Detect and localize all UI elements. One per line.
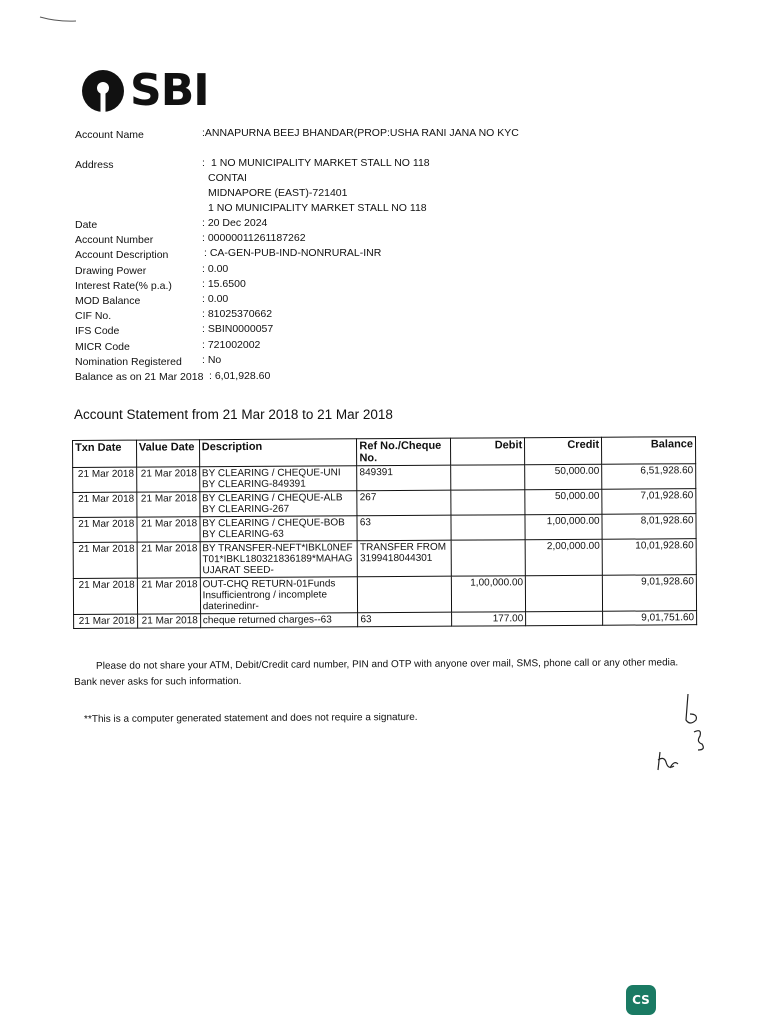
- drawing-power-value: : 0.00: [202, 263, 229, 275]
- table-row: [73, 514, 696, 543]
- ref-no: [358, 576, 452, 613]
- table-row: [73, 539, 696, 579]
- scanner-app-badge: CS: [626, 985, 656, 1015]
- address-colon: :: [202, 157, 205, 169]
- balance-as-on-label: Balance as on 21 Mar 2018: [75, 371, 204, 383]
- txn-date: 21 Mar 2018: [73, 467, 137, 492]
- statement-title: Account Statement from 21 Mar 2018 to 21 Mar 2018: [74, 407, 393, 422]
- ifs-code-value: : SBIN0000057: [202, 323, 274, 335]
- col-debit: Debit: [451, 438, 525, 465]
- ref-no: 267: [357, 490, 451, 516]
- debit: [451, 465, 525, 490]
- debit: 1,00,000.00: [452, 576, 526, 612]
- txn-date: 21 Mar 2018: [73, 578, 137, 614]
- col-txn-date: Txn Date: [73, 440, 137, 467]
- description: BY CLEARING / CHEQUE-ALB BY CLEARING-267: [200, 491, 358, 517]
- balance: 9,01,928.60: [602, 575, 696, 612]
- address-line-4: 1 NO MUNICIPALITY MARKET STALL NO 118: [208, 202, 427, 214]
- credit: [526, 611, 603, 625]
- value-date: 21 Mar 2018: [137, 614, 200, 628]
- credit: 50,000.00: [525, 464, 602, 489]
- debit: [451, 540, 525, 576]
- description: cheque returned charges--63: [200, 613, 358, 628]
- account-description-label: Account Description: [75, 249, 169, 261]
- interest-rate-label: Interest Rate(% p.a.): [75, 280, 172, 292]
- value-date: 21 Mar 2018: [137, 578, 200, 614]
- cif-label: CIF No.: [75, 310, 112, 322]
- table-row: [73, 464, 696, 493]
- value-date: 21 Mar 2018: [137, 517, 200, 542]
- account-number-label: Account Number: [75, 234, 154, 246]
- txn-date: 21 Mar 2018: [73, 542, 137, 578]
- ifs-code-label: IFS Code: [75, 325, 120, 337]
- table-row: [73, 575, 696, 615]
- description: BY CLEARING / CHEQUE-BOB BY CLEARING-63: [200, 516, 358, 542]
- balance: 6,51,928.60: [602, 464, 696, 490]
- col-description: Description: [199, 439, 357, 467]
- txn-date: 21 Mar 2018: [73, 517, 137, 542]
- debit: [451, 490, 525, 515]
- computer-generated-note: **This is a computer generated statement and does not require a signature.: [84, 711, 418, 725]
- account-description-value: : CA-GEN-PUB-IND-NONRURAL-INR: [204, 247, 382, 259]
- address-line-1: 1 NO MUNICIPALITY MARKET STALL NO 118: [211, 157, 430, 169]
- description: BY CLEARING / CHEQUE-UNI BY CLEARING-849391: [199, 466, 357, 492]
- address-line-2: CONTAI: [208, 172, 247, 184]
- ref-no: 63: [357, 515, 451, 541]
- ref-no: TRANSFER FROM 3199418044301: [357, 540, 451, 577]
- sbi-logo-icon: [80, 68, 126, 114]
- col-ref: Ref No./Cheque No.: [357, 438, 451, 466]
- ref-no: 849391: [357, 465, 451, 491]
- description: BY TRANSFER-NEFT*IBKL0NEFT01*IBKL180321836189*MAHAGUJARAT SEED-: [200, 541, 358, 578]
- description: OUT-CHQ RETURN-01Funds Insufficientrong / incomplete daterinedinr-: [200, 577, 358, 614]
- date-value: : 20 Dec 2024: [202, 217, 268, 229]
- value-date: 21 Mar 2018: [137, 492, 200, 517]
- address-label: Address: [75, 159, 114, 171]
- bank-logo: [80, 65, 209, 116]
- balance: 9,01,751.60: [603, 611, 697, 626]
- mod-balance-value: : 0.00: [202, 293, 229, 305]
- security-notice: Please do not share your ATM, Debit/Credit card number, PIN and OTP with anyone over mail, SMS, phone call or any other media. Bank never asks for such information.: [74, 657, 679, 688]
- bank-name: SBI: [130, 65, 209, 116]
- account-name-value: :ANNAPURNA BEEJ BHANDAR(PROP:USHA RANI JANA NO KYC: [202, 127, 519, 139]
- table-row: [74, 611, 697, 629]
- balance: 10,01,928.60: [602, 539, 696, 576]
- value-date: 21 Mar 2018: [137, 467, 200, 492]
- credit: 2,00,000.00: [525, 539, 602, 575]
- txn-date: 21 Mar 2018: [74, 614, 138, 628]
- date-label: Date: [75, 219, 98, 231]
- drawing-power-label: Drawing Power: [75, 265, 147, 277]
- scan-artifact: [38, 14, 78, 24]
- col-value-date: Value Date: [136, 440, 199, 467]
- account-name-label: Account Name: [75, 129, 144, 141]
- txn-date: 21 Mar 2018: [73, 492, 137, 517]
- credit: [526, 575, 603, 611]
- cif-value: : 81025370662: [202, 308, 273, 320]
- micr-code-label: MICR Code: [75, 341, 130, 353]
- statement-table: [72, 436, 697, 629]
- balance: 8,01,928.60: [602, 514, 696, 540]
- balance: 7,01,928.60: [602, 489, 696, 515]
- value-date: 21 Mar 2018: [137, 542, 200, 578]
- account-number-value: : 00000011261187262: [202, 232, 306, 244]
- nomination-value: : No: [202, 354, 222, 366]
- mod-balance-label: MOD Balance: [75, 295, 141, 307]
- debit: [451, 515, 525, 540]
- debit: 177.00: [452, 612, 526, 626]
- credit: 50,000.00: [525, 489, 602, 514]
- col-balance: Balance: [602, 437, 696, 465]
- micr-code-value: : 721002002: [202, 339, 261, 351]
- handwritten-signature: [640, 690, 720, 790]
- credit: 1,00,000.00: [525, 514, 602, 539]
- table-header-row: [73, 437, 696, 468]
- interest-rate-value: : 15.6500: [202, 278, 246, 290]
- balance-as-on-value: : 6,01,928.60: [209, 370, 271, 382]
- table-row: [73, 489, 696, 518]
- address-line-3: MIDNAPORE (EAST)-721401: [208, 187, 348, 199]
- ref-no: 63: [358, 612, 452, 627]
- col-credit: Credit: [525, 437, 602, 464]
- nomination-label: Nomination Registered: [75, 356, 182, 368]
